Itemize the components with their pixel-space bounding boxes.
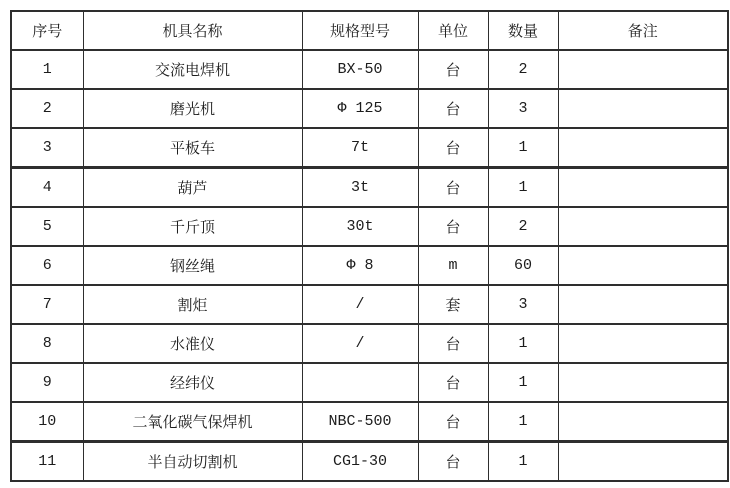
cell-name: 半自动切割机: [83, 442, 302, 482]
cell-spec: 30t: [302, 207, 418, 246]
cell-no: 1: [11, 50, 83, 89]
cell-note: [558, 128, 728, 168]
cell-qty: 1: [488, 128, 558, 168]
cell-name: 磨光机: [83, 89, 302, 128]
cell-name: 二氧化碳气保焊机: [83, 402, 302, 442]
cell-no: 7: [11, 285, 83, 324]
cell-unit: 套: [418, 285, 488, 324]
table-row: [11, 285, 728, 324]
cell-note: [558, 50, 728, 89]
cell-qty: 1: [488, 363, 558, 402]
cell-no: 11: [11, 442, 83, 482]
table-row: [11, 402, 728, 442]
header-cell-name: 机具名称: [83, 11, 302, 50]
cell-name: 平板车: [83, 128, 302, 168]
table-row: [11, 168, 728, 208]
cell-no: 8: [11, 324, 83, 363]
cell-spec: NBC-500: [302, 402, 418, 442]
cell-note: [558, 363, 728, 402]
table-row: [11, 363, 728, 402]
cell-qty: 2: [488, 50, 558, 89]
cell-unit: 台: [418, 89, 488, 128]
cell-note: [558, 207, 728, 246]
cell-note: [558, 442, 728, 482]
table-row: [11, 89, 728, 128]
cell-no: 6: [11, 246, 83, 285]
cell-unit: 台: [418, 128, 488, 168]
cell-name: 交流电焊机: [83, 50, 302, 89]
table-row: [11, 50, 728, 89]
cell-unit: 台: [418, 168, 488, 208]
table-row: [11, 128, 728, 168]
header-cell-unit: 单位: [418, 11, 488, 50]
cell-qty: 60: [488, 246, 558, 285]
cell-no: 5: [11, 207, 83, 246]
cell-no: 3: [11, 128, 83, 168]
cell-qty: 3: [488, 89, 558, 128]
cell-qty: 1: [488, 442, 558, 482]
cell-no: 4: [11, 168, 83, 208]
cell-unit: 台: [418, 363, 488, 402]
cell-note: [558, 324, 728, 363]
cell-qty: 1: [488, 168, 558, 208]
cell-qty: 1: [488, 402, 558, 442]
table-row: [11, 207, 728, 246]
equipment-table: [10, 10, 729, 482]
header-cell-serial: 序号: [11, 11, 83, 50]
cell-spec: BX-50: [302, 50, 418, 89]
cell-spec: 3t: [302, 168, 418, 208]
cell-spec: Φ 125: [302, 89, 418, 128]
cell-qty: 2: [488, 207, 558, 246]
cell-unit: 台: [418, 324, 488, 363]
cell-name: 水准仪: [83, 324, 302, 363]
cell-spec: Φ 8: [302, 246, 418, 285]
cell-name: 钢丝绳: [83, 246, 302, 285]
cell-spec: /: [302, 324, 418, 363]
cell-spec: 7t: [302, 128, 418, 168]
cell-note: [558, 168, 728, 208]
cell-note: [558, 246, 728, 285]
table-row: [11, 442, 728, 482]
cell-qty: 3: [488, 285, 558, 324]
cell-name: 经纬仪: [83, 363, 302, 402]
cell-no: 10: [11, 402, 83, 442]
cell-name: 割炬: [83, 285, 302, 324]
cell-note: [558, 285, 728, 324]
cell-unit: 台: [418, 207, 488, 246]
header-cell-spec: 规格型号: [302, 11, 418, 50]
cell-name: 葫芦: [83, 168, 302, 208]
table-header-row: [11, 11, 728, 50]
cell-note: [558, 402, 728, 442]
cell-qty: 1: [488, 324, 558, 363]
cell-unit: 台: [418, 402, 488, 442]
cell-spec: /: [302, 285, 418, 324]
table-row: [11, 324, 728, 363]
header-cell-note: 备注: [558, 11, 728, 50]
cell-name: 千斤顶: [83, 207, 302, 246]
table-row: [11, 246, 728, 285]
cell-note: [558, 89, 728, 128]
cell-unit: 台: [418, 50, 488, 89]
cell-unit: m: [418, 246, 488, 285]
cell-spec: [302, 363, 418, 402]
header-cell-qty: 数量: [488, 11, 558, 50]
cell-unit: 台: [418, 442, 488, 482]
cell-no: 9: [11, 363, 83, 402]
cell-spec: CG1-30: [302, 442, 418, 482]
cell-no: 2: [11, 89, 83, 128]
